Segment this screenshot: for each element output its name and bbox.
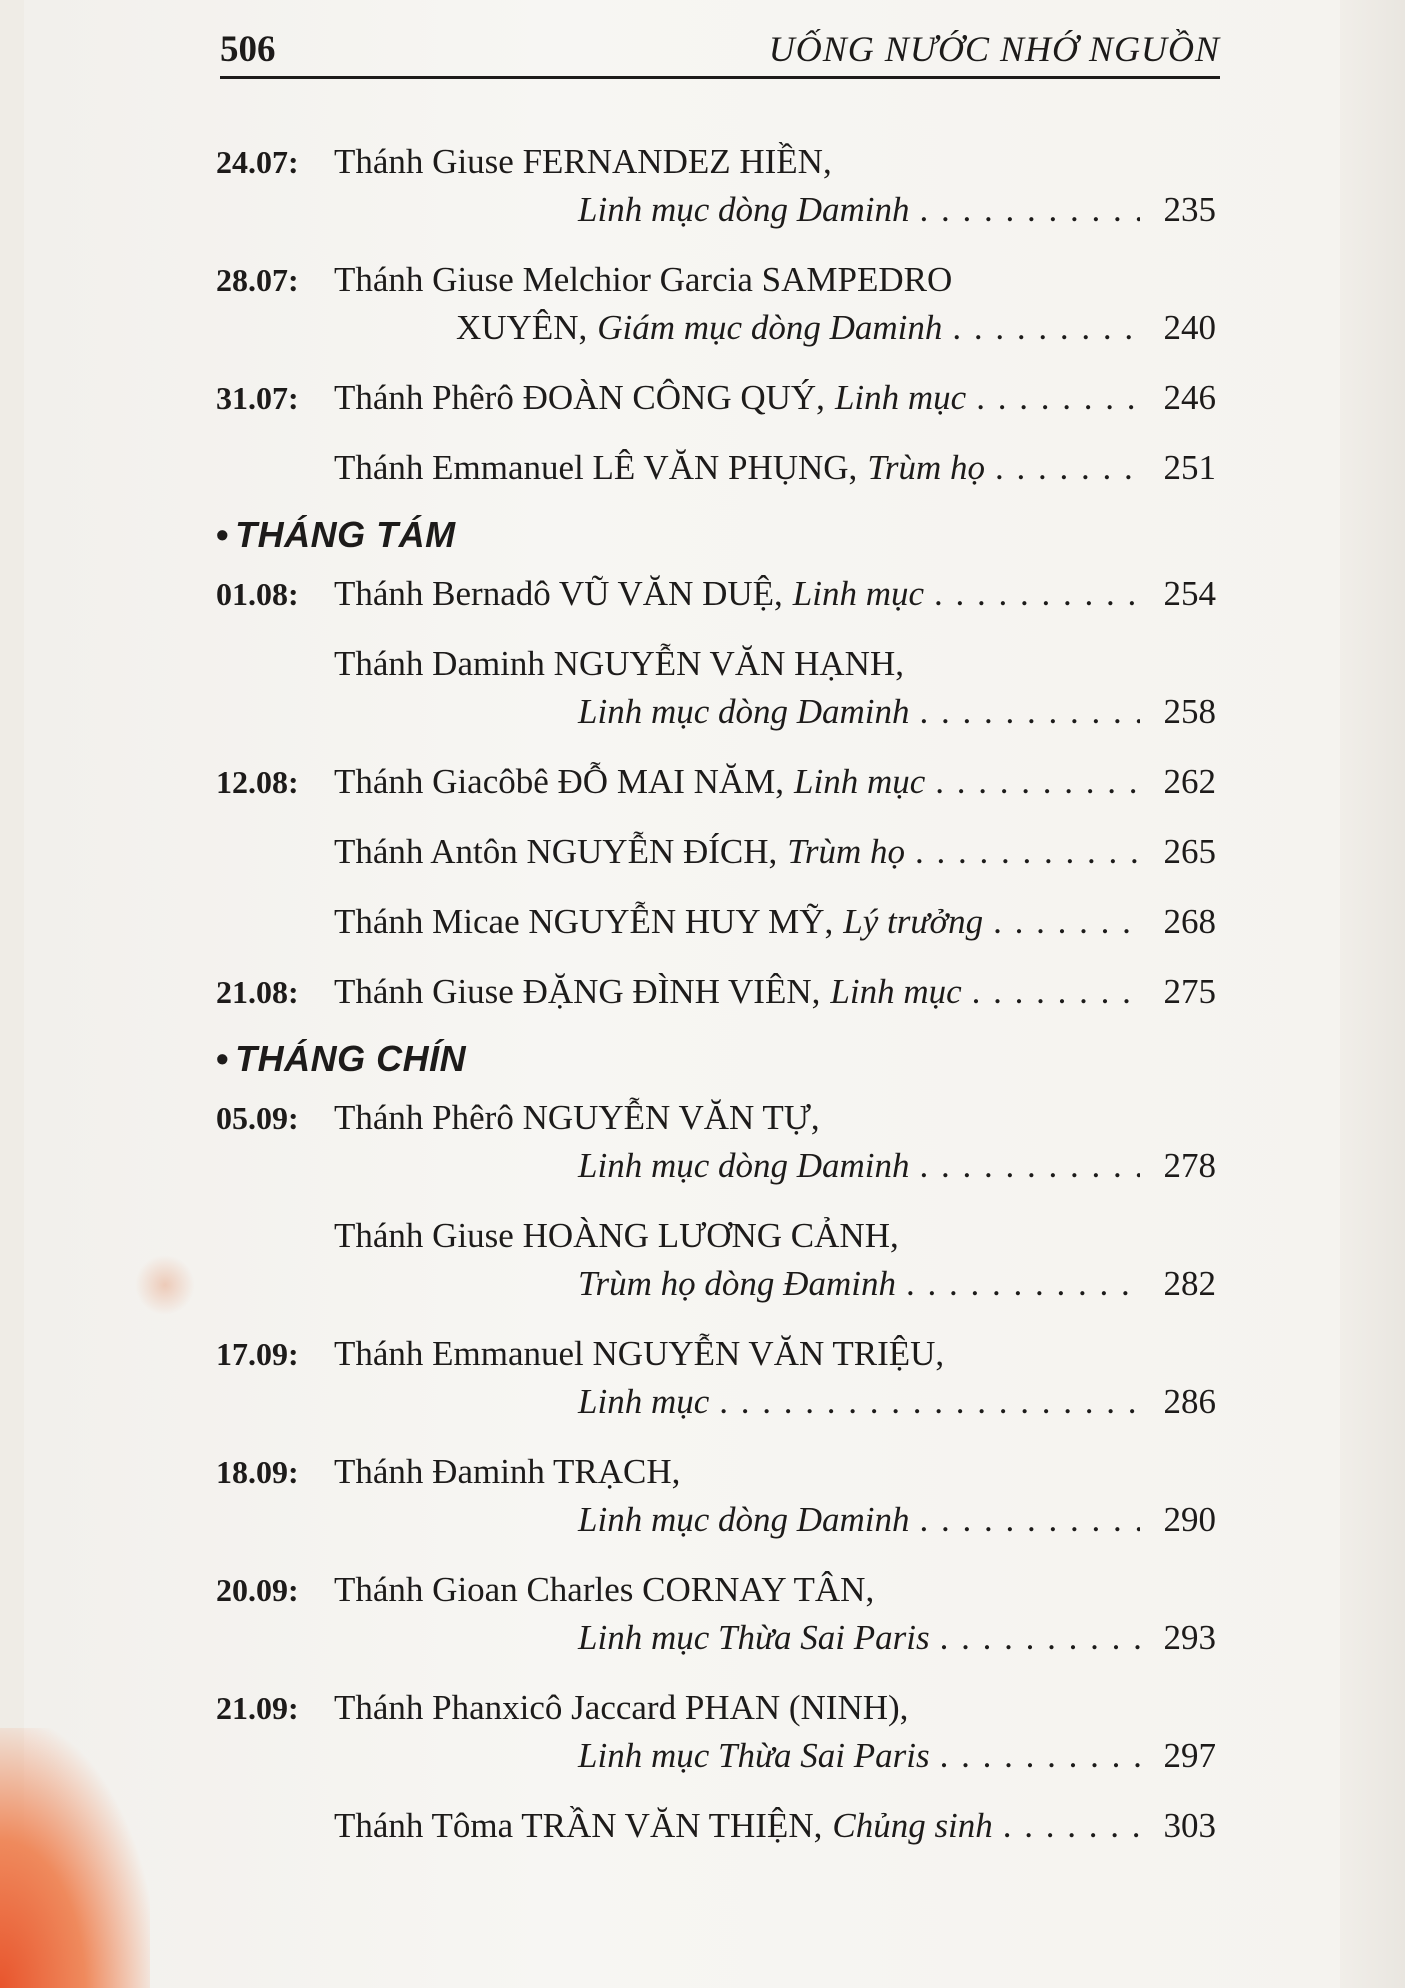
entry-name: Thánh Phanxicô Jaccard PHAN (NINH),: [334, 1688, 909, 1727]
leader-dots: [920, 688, 1140, 736]
entry-page: 246: [1163, 378, 1216, 417]
leader-dots: [920, 186, 1140, 234]
entry-role: Linh mục: [834, 378, 967, 417]
entry-page: 293: [1163, 1618, 1216, 1657]
entry-date: 18.09:: [216, 1454, 299, 1490]
entry-name: Thánh Daminh NGUYỄN VĂN HẠNH,: [334, 644, 904, 683]
entry-page: 297: [1163, 1736, 1216, 1775]
leader-dots: [1003, 1802, 1140, 1850]
entry-role: Linh mục dòng Daminh: [578, 1500, 910, 1539]
entry-date: 17.09:: [216, 1336, 299, 1372]
toc-entry: [216, 374, 1216, 422]
entry-name: Thánh Emmanuel NGUYỄN VĂN TRIỆU,: [334, 1334, 945, 1373]
toc-entry: [216, 1684, 1216, 1780]
toc-entry: [216, 758, 1216, 806]
entry-role: Linh mục dòng Daminh: [578, 692, 910, 731]
toc-entry: [216, 640, 1216, 736]
table-of-contents: [216, 138, 1216, 1872]
entry-page: 286: [1163, 1382, 1216, 1421]
leader-dots: [995, 444, 1140, 492]
leader-dots: [972, 968, 1140, 1016]
toc-entry: [216, 256, 1216, 352]
entry-page: 303: [1163, 1806, 1216, 1845]
entry-role: Trùm họ dòng Đaminh: [578, 1264, 896, 1303]
entry-name: Thánh Giuse Melchior Garcia SAMPEDRO: [334, 260, 953, 299]
entry-name: Thánh Gioan Charles CORNAY TÂN,: [334, 1570, 875, 1609]
toc-entry: [216, 1566, 1216, 1662]
entry-name: Thánh Giuse HOÀNG LƯƠNG CẢNH,: [334, 1216, 899, 1255]
entry-role: Linh mục dòng Daminh: [578, 1146, 910, 1185]
entry-page: 290: [1163, 1500, 1216, 1539]
entry-name: Thánh Emmanuel LÊ VĂN PHỤNG,: [334, 448, 858, 487]
entry-name: Thánh Antôn NGUYỄN ĐÍCH,: [334, 832, 778, 871]
entry-name: Thánh Đaminh TRẠCH,: [334, 1452, 681, 1491]
entry-role: Linh mục Thừa Sai Paris: [578, 1618, 930, 1657]
toc-entry: [216, 898, 1216, 946]
corner-stain: [0, 1728, 150, 1988]
toc-entry: [216, 138, 1216, 234]
entry-date: 05.09:: [216, 1100, 299, 1136]
leader-dots: [915, 828, 1140, 876]
entry-role: Trùm họ: [787, 832, 905, 871]
leader-dots: [952, 304, 1140, 352]
section-heading-august: • THÁNG TÁM: [216, 514, 456, 555]
entry-role: Linh mục: [578, 1382, 710, 1421]
leader-dots: [934, 570, 1140, 618]
toc-entry: [216, 444, 1216, 492]
entry-page: 240: [1163, 308, 1216, 347]
page-header: [220, 28, 1220, 78]
entry-name: Thánh Micae NGUYỄN HUY MỸ,: [334, 902, 834, 941]
entry-page: 265: [1163, 832, 1216, 871]
entry-date: 21.08:: [216, 974, 299, 1010]
entry-name: Thánh Giacôbê ĐỖ MAI NĂM,: [334, 762, 785, 801]
leader-dots: [940, 1732, 1140, 1780]
entry-page: 262: [1163, 762, 1216, 801]
toc-entry: [216, 570, 1216, 618]
entry-name: Thánh Phêrô ĐOÀN CÔNG QUÝ,: [334, 378, 825, 417]
toc-entry: [216, 1094, 1216, 1190]
leader-dots: [976, 374, 1140, 422]
leader-dots: [719, 1378, 1140, 1426]
section-heading-september: • THÁNG CHÍN: [216, 1038, 467, 1079]
leader-dots: [940, 1614, 1140, 1662]
entry-date: 31.07:: [216, 380, 299, 416]
entry-role: Chủng sinh: [832, 1806, 993, 1845]
entry-page: 235: [1163, 190, 1216, 229]
entry-name: Thánh Giuse ĐẶNG ĐÌNH VIÊN,: [334, 972, 821, 1011]
toc-entry: [216, 968, 1216, 1016]
entry-page: 254: [1163, 574, 1216, 613]
page-edge: [1340, 0, 1405, 1988]
entry-name-cont: XUYÊN,: [456, 308, 588, 347]
entry-name: Thánh Phêrô NGUYỄN VĂN TỰ,: [334, 1098, 820, 1137]
entry-page: 258: [1163, 692, 1216, 731]
toc-entry: [216, 1802, 1216, 1850]
toc-entry: [216, 828, 1216, 876]
entry-date: 01.08:: [216, 576, 299, 612]
entry-role: Trùm họ: [867, 448, 985, 487]
entry-page: 278: [1163, 1146, 1216, 1185]
bullet-icon: •: [216, 514, 230, 555]
entry-page: 275: [1163, 972, 1216, 1011]
entry-role: Linh mục: [794, 762, 926, 801]
toc-entry: [216, 1330, 1216, 1426]
entry-date: 24.07:: [216, 144, 299, 180]
entry-date: 12.08:: [216, 764, 299, 800]
entry-page: 268: [1163, 902, 1216, 941]
running-title: UỐNG NƯỚC NHỚ NGUỒN: [768, 29, 1220, 69]
leader-dots: [935, 758, 1140, 806]
entry-role: Giám mục dòng Daminh: [597, 308, 943, 347]
entry-role: Lý trưởng: [843, 902, 984, 941]
entry-page: 282: [1163, 1264, 1216, 1303]
leader-dots: [920, 1496, 1140, 1544]
entry-date: 20.09:: [216, 1572, 299, 1608]
header-rule: [220, 76, 1220, 79]
toc-entry: [216, 1212, 1216, 1308]
leader-dots: [920, 1142, 1140, 1190]
paper-spot: [135, 1255, 195, 1315]
entry-role: Linh mục: [792, 574, 925, 613]
bullet-icon: •: [216, 1038, 230, 1079]
toc-entry: [216, 1448, 1216, 1544]
entry-role: Linh mục dòng Daminh: [578, 190, 910, 229]
entry-name: Thánh Bernadô VŨ VĂN DUỆ,: [334, 574, 783, 613]
entry-role: Linh mục Thừa Sai Paris: [578, 1736, 930, 1775]
entry-role: Linh mục: [830, 972, 962, 1011]
entry-date: 21.09:: [216, 1690, 299, 1726]
entry-name: Thánh Giuse FERNANDEZ HIỀN,: [334, 142, 832, 181]
entry-name: Thánh Tôma TRẦN VĂN THIỆN,: [334, 1806, 823, 1845]
entry-date: 28.07:: [216, 262, 299, 298]
entry-page: 251: [1163, 448, 1216, 487]
leader-dots: [906, 1260, 1140, 1308]
page-number: 506: [220, 29, 276, 70]
leader-dots: [993, 898, 1140, 946]
